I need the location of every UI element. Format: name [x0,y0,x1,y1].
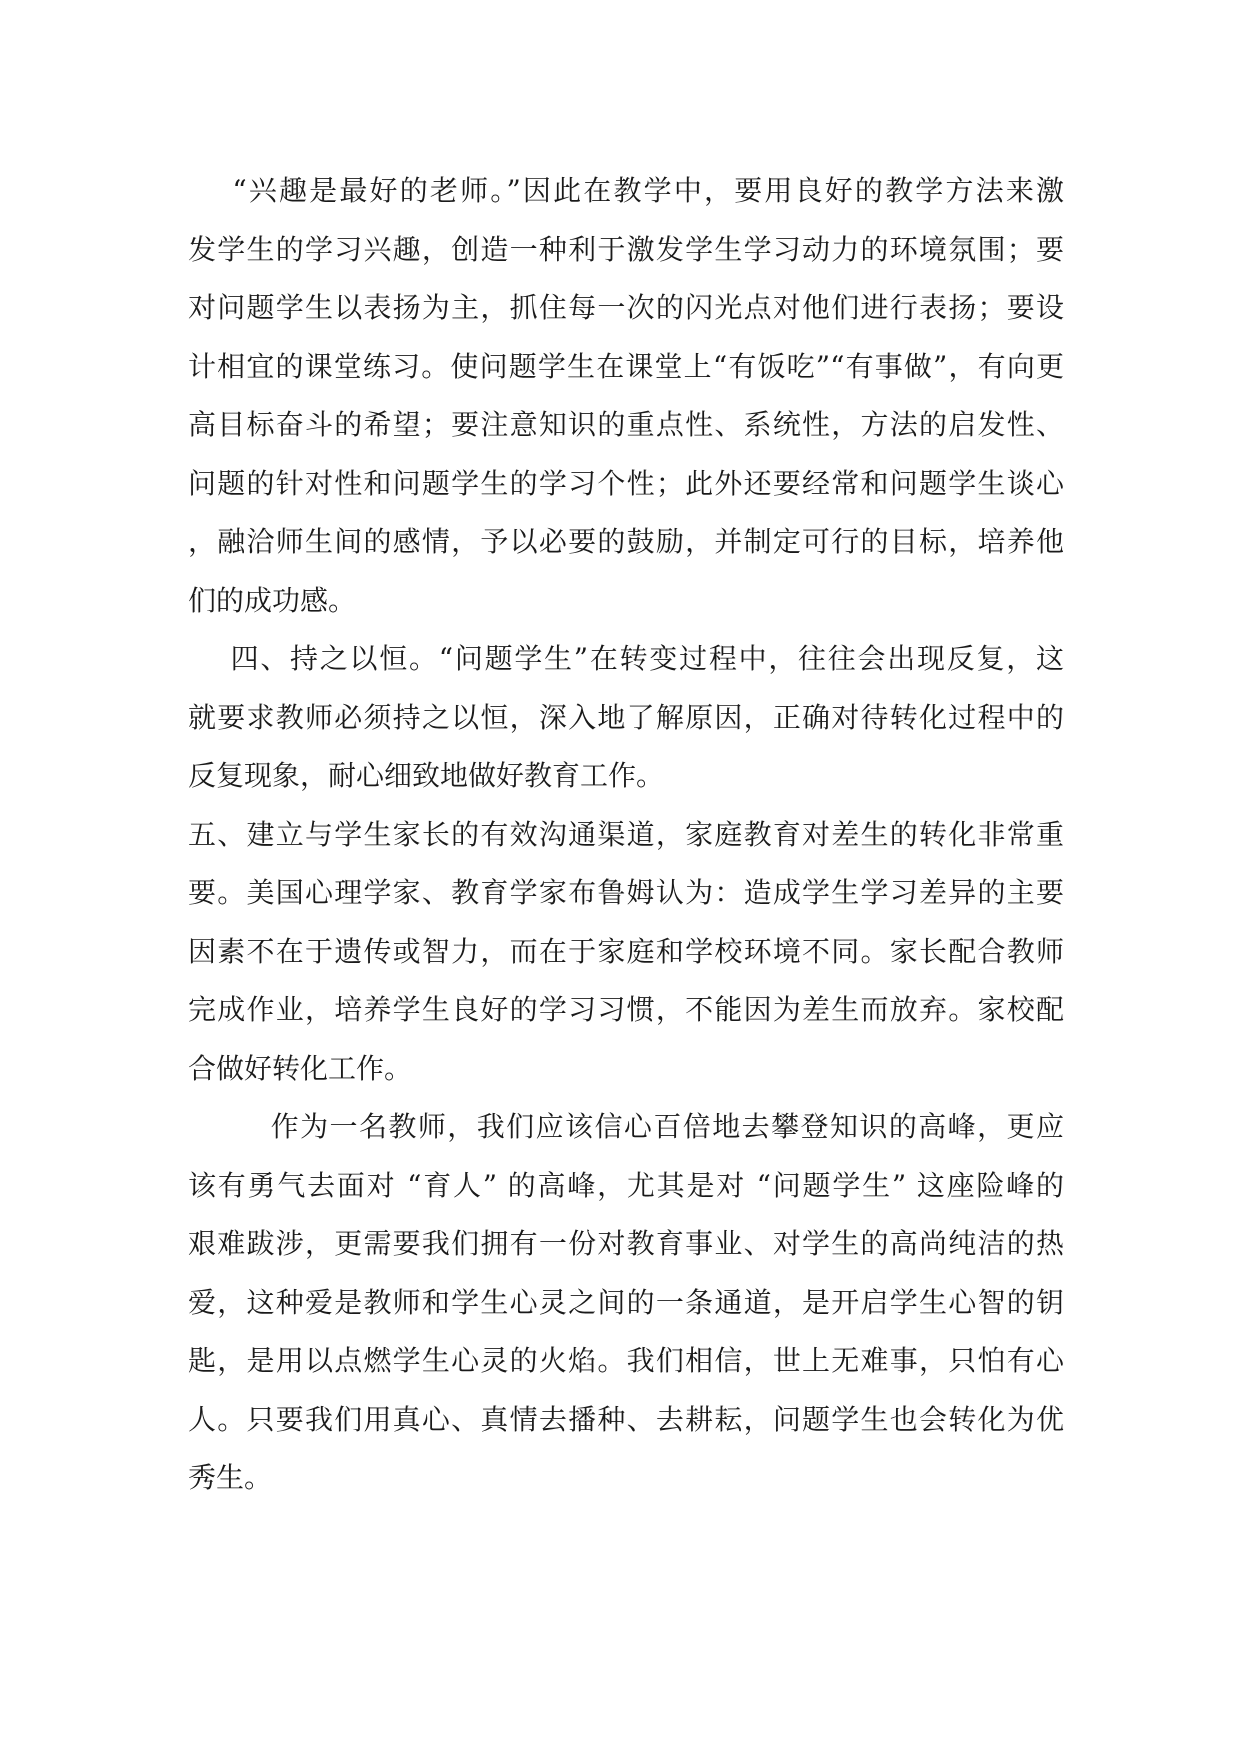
text-line: 计相宜的课堂练习。使问题学生在课堂上“有饭吃”“有事做”，有向更 [188,349,1064,383]
text-line: 高目标奋斗的希望；要注意知识的重点性、系统性，方法的启发性、 [188,408,1064,441]
text-line: 问题的针对性和问题学生的学习个性；此外还要经常和问题学生谈心 [188,466,1064,500]
text-line: 对问题学生以表扬为主，抓住每一次的闪光点对他们进行表扬；要设 [188,291,1064,324]
text-line: 艰难跋涉，更需要我们拥有一份对教育事业、对学生的高尚纯洁的热 [188,1227,1064,1260]
text-line: 反复现象，耐心细致地做好教育工作。 [188,759,665,792]
text-line: 五、建立与学生家长的有效沟通渠道，家庭教育对差生的转化非常重 [188,817,1064,851]
text-line: 该有勇气去面对 “育人” 的高峰，尤其是对 “问题学生” 这座险峰的 [188,1168,1064,1202]
text-line: 秀生。 [188,1461,273,1494]
text-line: 合做好转化工作。 [188,1051,413,1085]
text-line: 人。只要我们用真心、真情去播种、去耕耘，问题学生也会转化为优 [188,1402,1064,1436]
paragraph-parent-communication [188,806,1064,1099]
text-line: 四、持之以恒。“问题学生”在转变过程中，往往会出现反复，这 [188,642,1064,675]
text-line: 要。美国心理学家、教育学家布鲁姆认为：造成学生学习差异的主要 [188,876,1064,909]
paragraph-conclusion [188,1098,1064,1508]
paragraph-interest [188,162,1064,630]
text-line: 作为一名教师，我们应该信心百倍地去攀登知识的高峰，更应 [188,1110,1064,1143]
paragraph-perseverance [188,630,1064,806]
text-line: 就要求教师必须持之以恒，深入地了解原因，正确对待转化过程中的 [188,700,1064,734]
text-line: 匙，是用以点燃学生心灵的火焰。我们相信，世上无难事，只怕有心 [188,1344,1064,1377]
text-line: 们的成功感。 [188,583,357,617]
text-line: “兴趣是最好的老师。”因此在教学中，要用良好的教学方法来激 [188,174,1064,207]
document-body [188,162,1064,1508]
text-line: 完成作业，培养学生良好的学习习惯，不能因为差生而放弃。家校配 [188,993,1064,1026]
text-line: 发学生的学习兴趣，创造一种利于激发学生学习动力的环境氛围；要 [188,232,1064,266]
text-line: ，融洽师生间的感情，予以必要的鼓励，并制定可行的目标，培养他 [188,525,1064,558]
text-line: 爱，这种爱是教师和学生心灵之间的一条通道，是开启学生心智的钥 [188,1285,1064,1319]
text-line: 因素不在于遗传或智力，而在于家庭和学校环境不同。家长配合教师 [188,934,1064,968]
